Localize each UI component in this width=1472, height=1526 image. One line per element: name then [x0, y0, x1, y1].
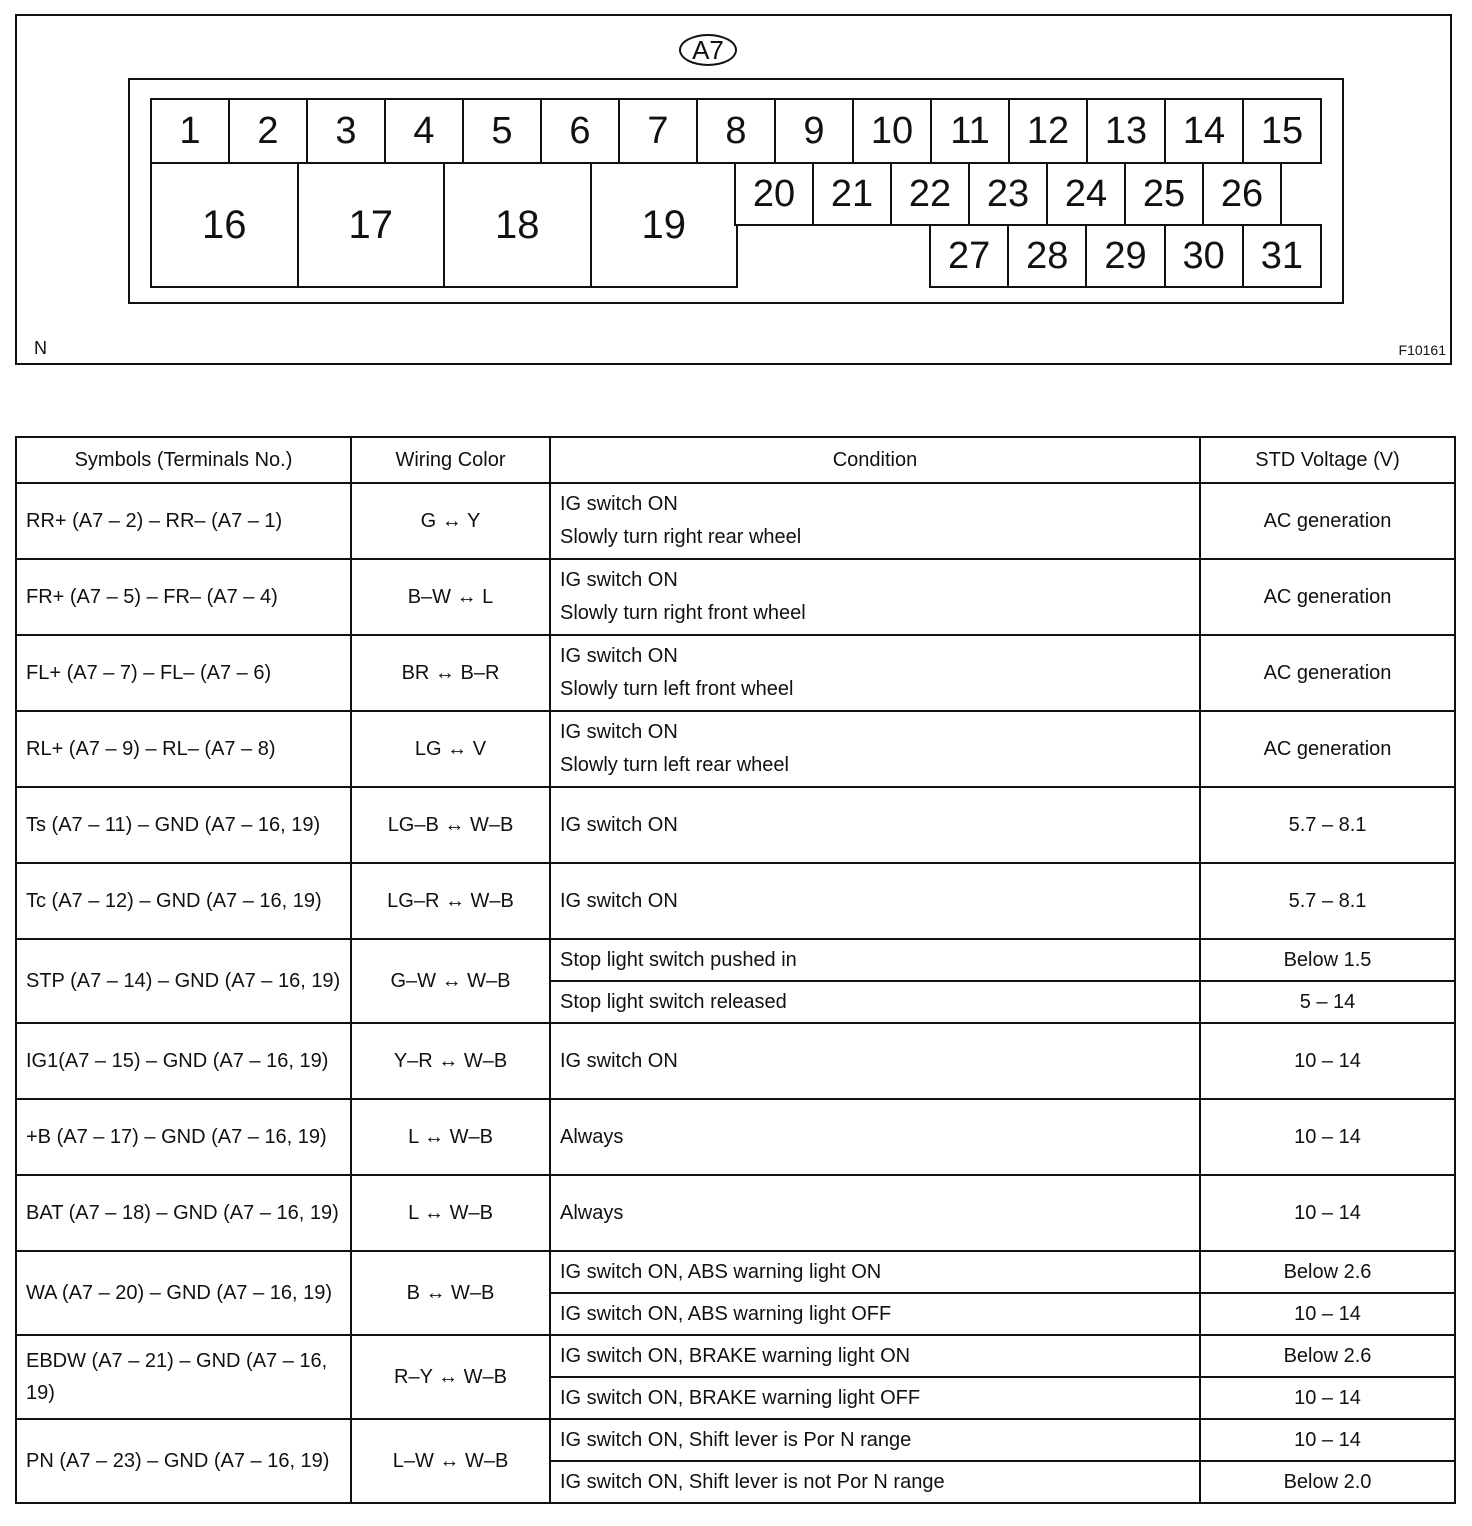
pin-15: 15: [1242, 98, 1322, 164]
condition-line: Slowly turn left front wheel: [560, 678, 794, 700]
header-condition: Condition: [550, 437, 1200, 483]
std-voltage-cell: 5 – 14: [1200, 981, 1455, 1023]
wiring-color-cell: LG–B ↔ W–B: [351, 787, 550, 863]
std-voltage-cell: 10 – 14: [1200, 1293, 1455, 1335]
wiring-color-cell: LG ↔ V: [351, 711, 550, 787]
pin-19: 19: [590, 162, 739, 288]
connector-diagram: [15, 14, 1452, 365]
symbol-cell: Tc (A7 – 12) – GND (A7 – 16, 19): [16, 863, 351, 939]
symbol-cell: BAT (A7 – 18) – GND (A7 – 16, 19): [16, 1175, 351, 1251]
wiring-color-cell: L ↔ W–B: [351, 1099, 550, 1175]
std-voltage-cell: 10 – 14: [1200, 1023, 1455, 1099]
pin-9: 9: [774, 98, 854, 164]
condition-cell: [550, 863, 1200, 939]
pin-29: 29: [1085, 224, 1165, 288]
pin-7: 7: [618, 98, 698, 164]
std-voltage-cell: AC generation: [1200, 635, 1455, 711]
condition-cell: [550, 711, 1200, 787]
std-voltage-cell: 10 – 14: [1200, 1175, 1455, 1251]
std-voltage-cell: 10 – 14: [1200, 1419, 1455, 1461]
wiring-color-cell: LG–R ↔ W–B: [351, 863, 550, 939]
table-row: [16, 1099, 1455, 1175]
condition-line: IG switch ON: [560, 1049, 678, 1072]
symbol-cell: IG1(A7 – 15) – GND (A7 – 16, 19): [16, 1023, 351, 1099]
condition-cell: [550, 1419, 1200, 1461]
pin-4: 4: [384, 98, 464, 164]
pin-12: 12: [1008, 98, 1088, 164]
condition-line: Always: [560, 1201, 624, 1224]
pin-26: 26: [1202, 162, 1282, 226]
symbol-cell: RL+ (A7 – 9) – RL– (A7 – 8): [16, 711, 351, 787]
condition-line: IG switch ON: [560, 493, 678, 515]
table-row: [16, 1251, 1455, 1293]
pin-22: 22: [890, 162, 970, 226]
symbol-cell: WA (A7 – 20) – GND (A7 – 16, 19): [16, 1251, 351, 1335]
terminal-spec-table: [15, 436, 1456, 1504]
table-row: [16, 483, 1455, 559]
condition-cell: [550, 559, 1200, 635]
pin-23: 23: [968, 162, 1048, 226]
pin-10: 10: [852, 98, 932, 164]
table-row: [16, 1023, 1455, 1099]
table-row: [16, 1419, 1455, 1461]
wiring-color-cell: L–W ↔ W–B: [351, 1419, 550, 1503]
pin-25: 25: [1124, 162, 1204, 226]
condition-line: IG switch ON, BRAKE warning light OFF: [560, 1386, 921, 1409]
table-row: [16, 635, 1455, 711]
header-wiring-color: Wiring Color: [351, 437, 550, 483]
pin-16: 16: [150, 162, 299, 288]
pin-8: 8: [696, 98, 776, 164]
table-row: [16, 559, 1455, 635]
condition-line: IG switch ON, BRAKE warning light ON: [560, 1344, 911, 1367]
connector-label: A7: [679, 34, 737, 66]
condition-cell: [550, 939, 1200, 981]
condition-line: Slowly turn left rear wheel: [560, 754, 789, 776]
table-row: [16, 711, 1455, 787]
std-voltage-cell: AC generation: [1200, 483, 1455, 559]
wiring-color-cell: R–Y ↔ W–B: [351, 1335, 550, 1419]
condition-cell: [550, 1377, 1200, 1419]
pin-20: 20: [734, 162, 814, 226]
condition-line: IG switch ON: [560, 721, 678, 743]
condition-cell: [550, 1251, 1200, 1293]
condition-line: IG switch ON: [560, 813, 678, 836]
symbol-cell: PN (A7 – 23) – GND (A7 – 16, 19): [16, 1419, 351, 1503]
symbol-cell: Ts (A7 – 11) – GND (A7 – 16, 19): [16, 787, 351, 863]
condition-cell: [550, 1175, 1200, 1251]
std-voltage-cell: Below 2.6: [1200, 1251, 1455, 1293]
condition-line: Stop light switch released: [560, 990, 787, 1013]
condition-line: Stop light switch pushed in: [560, 948, 797, 971]
std-voltage-cell: Below 2.6: [1200, 1335, 1455, 1377]
pin-14: 14: [1164, 98, 1244, 164]
condition-cell: [550, 1461, 1200, 1503]
condition-line: IG switch ON, Shift lever is not Por N range: [560, 1470, 945, 1493]
pin-5: 5: [462, 98, 542, 164]
header-symbols: Symbols (Terminals No.): [16, 437, 351, 483]
pin-21: 21: [812, 162, 892, 226]
pin-6: 6: [540, 98, 620, 164]
std-voltage-cell: 5.7 – 8.1: [1200, 863, 1455, 939]
pin-17: 17: [297, 162, 446, 288]
std-voltage-cell: AC generation: [1200, 559, 1455, 635]
diagram-corner-letter: N: [34, 338, 47, 358]
wiring-color-cell: BR ↔ B–R: [351, 635, 550, 711]
std-voltage-cell: 10 – 14: [1200, 1099, 1455, 1175]
table-row: [16, 863, 1455, 939]
table-row: [16, 939, 1455, 981]
table-row: [16, 1175, 1455, 1251]
figure-code: F10161: [1398, 342, 1446, 358]
condition-line: IG switch ON: [560, 645, 678, 667]
symbol-cell: +B (A7 – 17) – GND (A7 – 16, 19): [16, 1099, 351, 1175]
pin-27: 27: [929, 224, 1009, 288]
table-row: [16, 1335, 1455, 1377]
condition-line: IG switch ON: [560, 569, 678, 591]
wiring-color-cell: G–W ↔ W–B: [351, 939, 550, 1023]
pin-2: 2: [228, 98, 308, 164]
pin-31: 31: [1242, 224, 1322, 288]
condition-cell: [550, 483, 1200, 559]
pin-3: 3: [306, 98, 386, 164]
table-body: [16, 483, 1455, 1503]
condition-line: Always: [560, 1125, 624, 1148]
header-std-voltage: STD Voltage (V): [1200, 437, 1455, 483]
pin-28: 28: [1007, 224, 1087, 288]
wiring-color-cell: L ↔ W–B: [351, 1175, 550, 1251]
condition-cell: [550, 1293, 1200, 1335]
pin-11: 11: [930, 98, 1010, 164]
std-voltage-cell: Below 2.0: [1200, 1461, 1455, 1503]
wiring-color-cell: B–W ↔ L: [351, 559, 550, 635]
pin-30: 30: [1164, 224, 1244, 288]
condition-line: IG switch ON, Shift lever is Por N range: [560, 1428, 912, 1451]
table-header-row: [16, 437, 1455, 483]
std-voltage-cell: AC generation: [1200, 711, 1455, 787]
condition-cell: [550, 1335, 1200, 1377]
condition-line: Slowly turn right front wheel: [560, 602, 806, 624]
pin-13: 13: [1086, 98, 1166, 164]
condition-cell: [550, 635, 1200, 711]
condition-line: IG switch ON: [560, 889, 678, 912]
pin-1: 1: [150, 98, 230, 164]
condition-cell: [550, 1023, 1200, 1099]
table-row: [16, 787, 1455, 863]
symbol-cell: EBDW (A7 – 21) – GND (A7 – 16, 19): [16, 1335, 351, 1419]
symbol-cell: FL+ (A7 – 7) – FL– (A7 – 6): [16, 635, 351, 711]
condition-cell: [550, 981, 1200, 1023]
std-voltage-cell: 10 – 14: [1200, 1377, 1455, 1419]
condition-cell: [550, 787, 1200, 863]
pin-24: 24: [1046, 162, 1126, 226]
condition-line: IG switch ON, ABS warning light OFF: [560, 1302, 892, 1325]
symbol-cell: STP (A7 – 14) – GND (A7 – 16, 19): [16, 939, 351, 1023]
condition-line: Slowly turn right rear wheel: [560, 526, 802, 548]
pin-18: 18: [443, 162, 592, 288]
condition-line: IG switch ON, ABS warning light ON: [560, 1260, 882, 1283]
symbol-cell: FR+ (A7 – 5) – FR– (A7 – 4): [16, 559, 351, 635]
wiring-color-cell: B ↔ W–B: [351, 1251, 550, 1335]
symbol-cell: RR+ (A7 – 2) – RR– (A7 – 1): [16, 483, 351, 559]
std-voltage-cell: 5.7 – 8.1: [1200, 787, 1455, 863]
std-voltage-cell: Below 1.5: [1200, 939, 1455, 981]
wiring-color-cell: Y–R ↔ W–B: [351, 1023, 550, 1099]
wiring-color-cell: G ↔ Y: [351, 483, 550, 559]
condition-cell: [550, 1099, 1200, 1175]
